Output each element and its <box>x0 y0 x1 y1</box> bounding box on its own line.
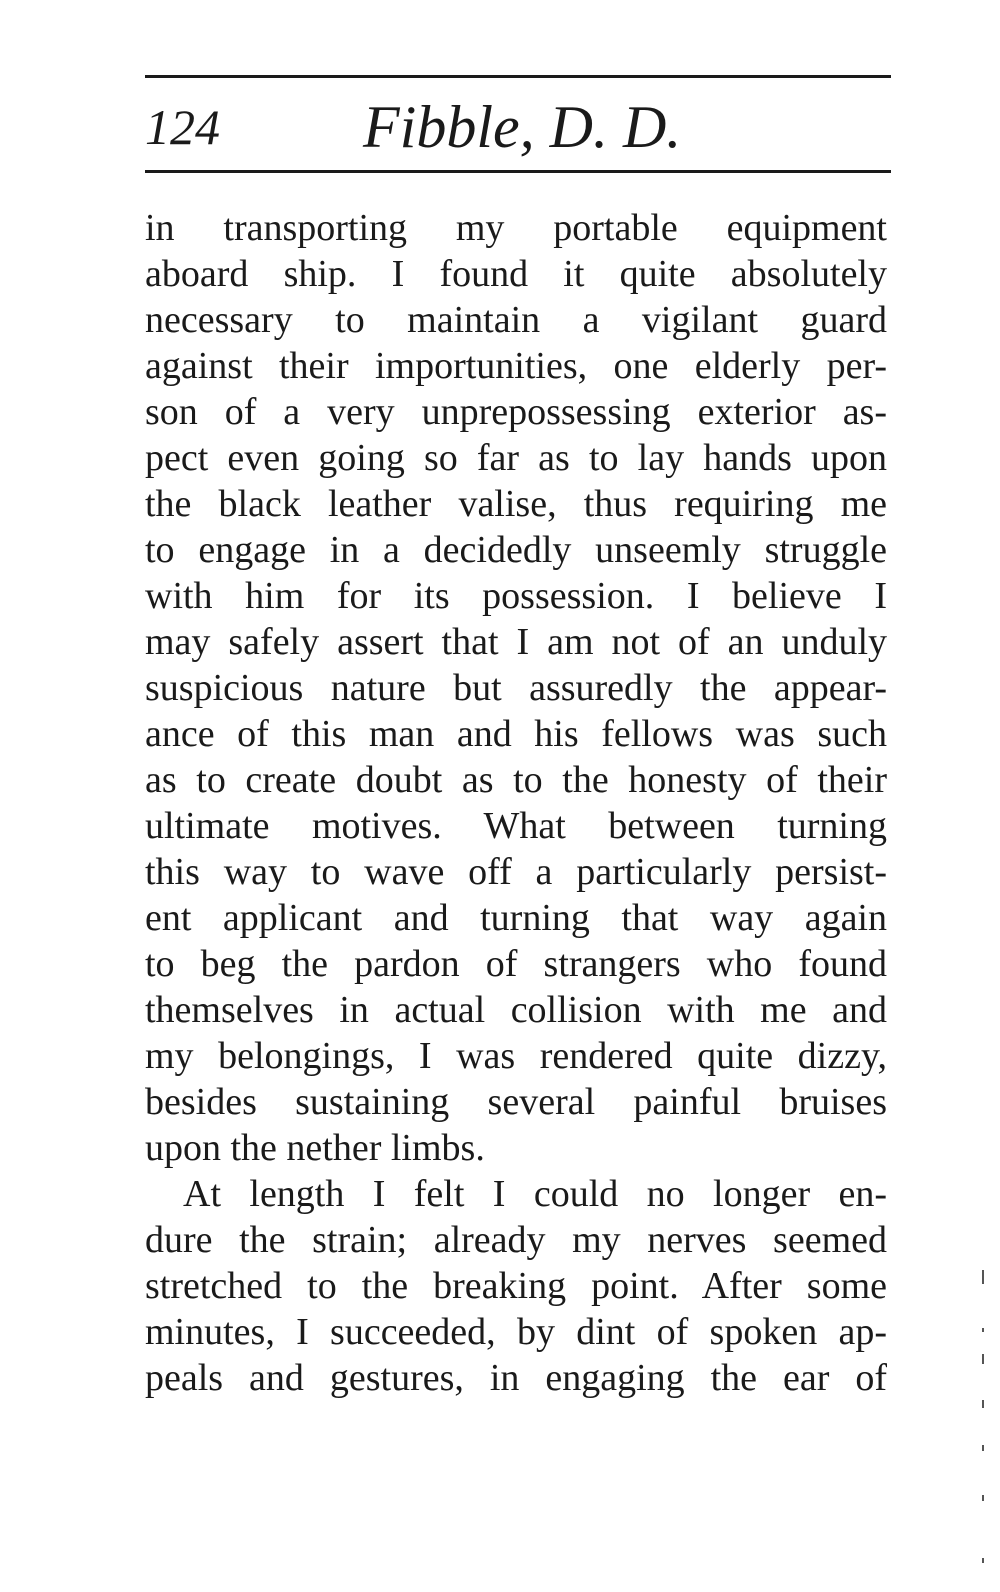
body-text <box>145 205 887 1401</box>
text-line: stretched to the breaking point. After some <box>145 1265 887 1307</box>
text-line: against their importunities, one elderly per- <box>145 345 887 387</box>
header-top-rule <box>145 75 891 78</box>
text-line: may safely assert that I am not of an unduly <box>145 621 887 663</box>
text-line: aboard ship. I found it quite absolutely <box>145 253 887 295</box>
text-line: this way to wave off a particularly persist- <box>145 851 887 893</box>
text-line: my belongings, I was rendered quite dizzy, <box>145 1035 887 1077</box>
paragraph <box>145 1171 887 1401</box>
text-line: ultimate motives. What between turning <box>145 805 887 847</box>
paragraph <box>145 205 887 1171</box>
text-line: dure the strain; already my nerves seemed <box>145 1219 887 1261</box>
text-line: themselves in actual collision with me and <box>145 989 887 1031</box>
text-line: to beg the pardon of strangers who found <box>145 943 887 985</box>
text-line: son of a very unprepossessing exterior as- <box>145 391 887 433</box>
text-line: as to create doubt as to the honesty of their <box>145 759 887 801</box>
text-line: to engage in a decidedly unseemly struggle <box>145 529 887 571</box>
text-line: pect even going so far as to lay hands upon <box>145 437 887 479</box>
text-line: necessary to maintain a vigilant guard <box>145 299 887 341</box>
text-line: in transporting my portable equipment <box>145 207 887 249</box>
page-number: 124 <box>145 99 220 155</box>
text-line: upon the nether limbs. <box>145 1127 485 1169</box>
text-line: ance of this man and his fellows was such <box>145 713 887 755</box>
text-line: besides sustaining several painful bruises <box>145 1081 887 1123</box>
text-line: At length I felt I could no longer en- <box>183 1173 887 1215</box>
header-bottom-rule <box>145 170 891 173</box>
text-line: peals and gestures, in engaging the ear of <box>145 1357 887 1399</box>
text-line: suspicious nature but assuredly the appear- <box>145 667 887 709</box>
text-line: the black leather valise, thus requiring me <box>145 483 887 525</box>
text-line: with him for its possession. I believe I <box>145 575 887 617</box>
text-line: minutes, I succeeded, by dint of spoken ap- <box>145 1311 887 1353</box>
running-title: Fibble, D. D. <box>363 94 682 160</box>
text-line: ent applicant and turning that way again <box>145 897 887 939</box>
edge-specks <box>978 1270 990 1570</box>
running-header <box>145 88 891 166</box>
